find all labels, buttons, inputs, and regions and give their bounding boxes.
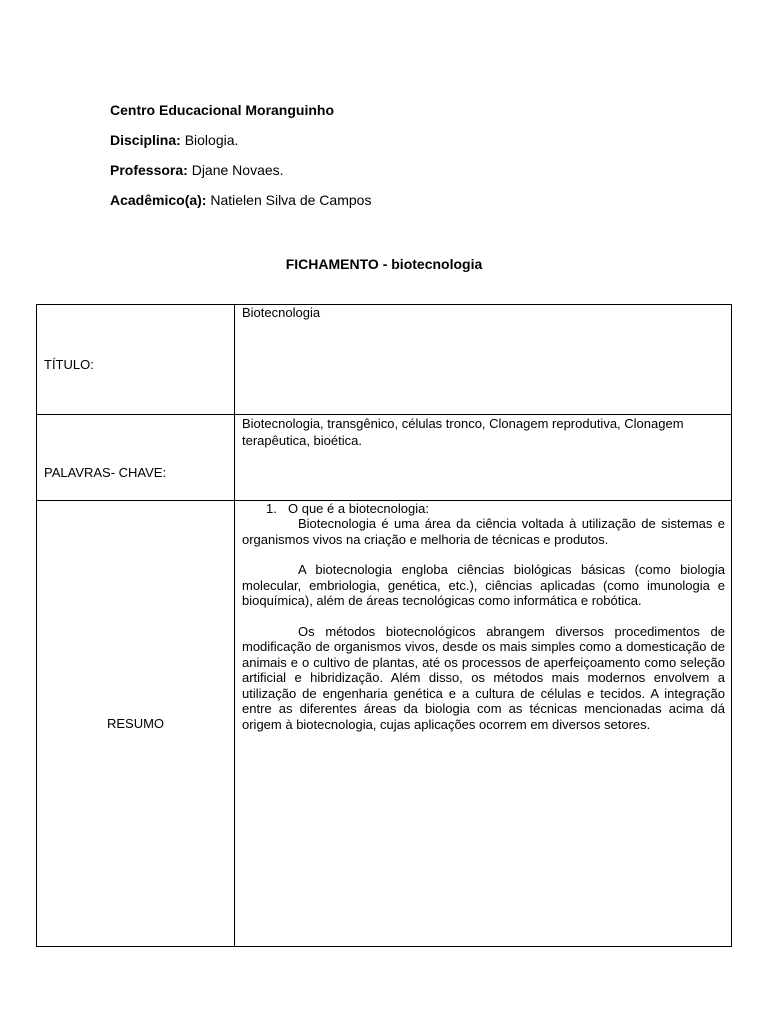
resumo-label: RESUMO bbox=[37, 501, 235, 947]
palavras-chave-label: PALAVRAS- CHAVE: bbox=[44, 465, 167, 480]
titulo-value: Biotecnologia bbox=[235, 305, 732, 415]
table-row-palavras-chave bbox=[37, 415, 732, 501]
palavras-label-cell bbox=[37, 415, 235, 501]
discipline-line bbox=[110, 131, 371, 161]
institution-line bbox=[110, 101, 371, 131]
document-header bbox=[110, 101, 371, 221]
table-row-titulo bbox=[37, 305, 732, 415]
discipline-label: Disciplina: bbox=[110, 132, 181, 148]
titulo-label-cell bbox=[37, 305, 235, 415]
student-line bbox=[110, 191, 371, 221]
student-label: Acadêmico(a): bbox=[110, 192, 207, 208]
resumo-paragraph: Biotecnologia é uma área da ciência voltada à utilização de sistemas e organismos vivos na criação e melhoria de técnicas e produtos. bbox=[242, 516, 725, 547]
palavras-chave-value: Biotecnologia, transgênico, células tronco, Clonagem reprodutiva, Clonagem terapêutica, bioética. bbox=[235, 415, 732, 501]
resumo-heading-number: 1. bbox=[266, 501, 277, 516]
institution-name: Centro Educacional Moranguinho bbox=[110, 102, 335, 118]
teacher-label: Professora: bbox=[110, 162, 188, 178]
fichamento-table bbox=[36, 304, 732, 947]
resumo-paragraph: A biotecnologia engloba ciências biológicas básicas (como biologia molecular, embriologia, genética, etc.), ciências aplicadas (como imunologia e bioquímica), além de áreas tecnológicas como informática e robótica. bbox=[242, 562, 725, 608]
resumo-content bbox=[235, 501, 732, 947]
discipline-value: Biologia. bbox=[184, 132, 239, 148]
resumo-paragraph: Os métodos biotecnológicos abrangem diversos procedimentos de modificação de organismos vivos, desde os mais simples como a domesticação de animais e o cultivo de plantas, até os processos de aperfeiçoamento como seleção artificial e hibridização. Além disso, os métodos mais modernos envolvem a utilização de engenharia genética e a cultura de células e tecidos. A integração entre as diferentes áreas da biologia com as técnicas mencionadas acima dá origem à biotecnologia, cujas aplicações ocorrem em diversos setores. bbox=[242, 623, 725, 732]
teacher-line bbox=[110, 161, 371, 191]
student-value: Natielen Silva de Campos bbox=[210, 192, 372, 208]
teacher-value: Djane Novaes. bbox=[191, 162, 284, 178]
resumo-heading-text: O que é a biotecnologia: bbox=[288, 501, 429, 516]
titulo-label: TÍTULO: bbox=[44, 357, 94, 372]
resumo-heading bbox=[242, 501, 725, 516]
table-row-resumo bbox=[37, 501, 732, 947]
document-title: FICHAMENTO - biotecnologia bbox=[285, 256, 483, 272]
